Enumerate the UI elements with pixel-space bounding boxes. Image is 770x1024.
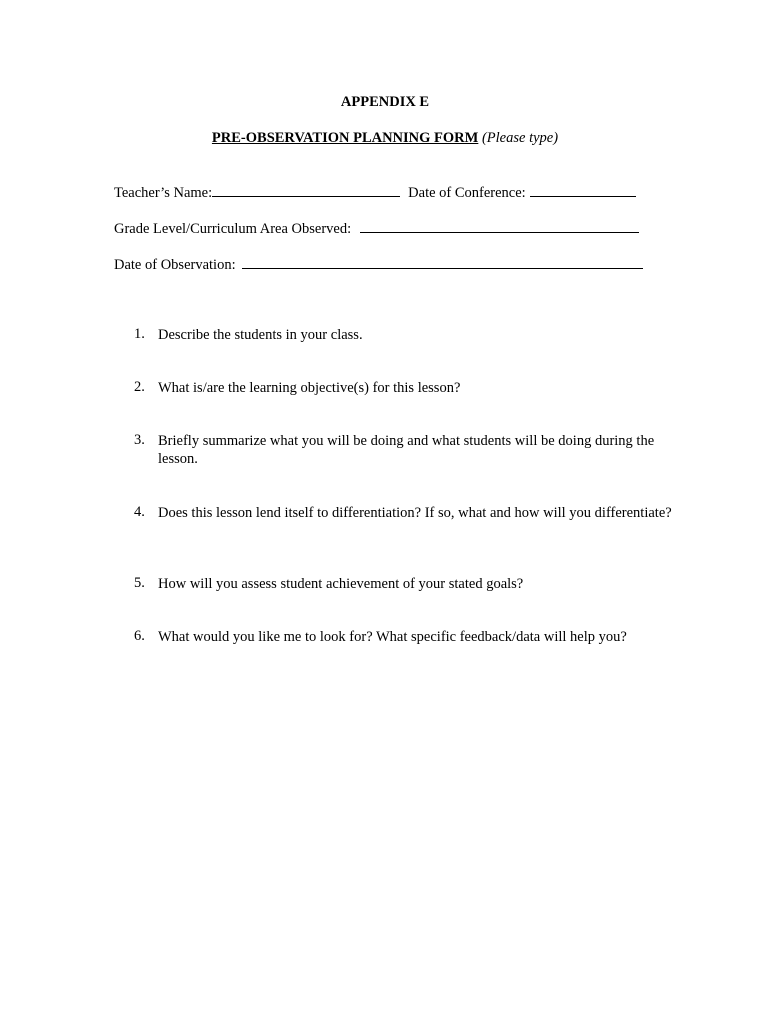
question-text: Briefly summarize what you will be doing and what students will be doing during the lesson. <box>158 433 655 467</box>
question-number: 4. <box>134 504 145 520</box>
question-item <box>134 379 674 397</box>
form-title-text: PRE-OBSERVATION PLANNING FORM <box>211 130 479 146</box>
teacher-name-label: Teacher’s Name: <box>114 185 213 201</box>
form-title <box>0 130 770 147</box>
observation-date-row <box>114 255 643 274</box>
form-note: (Please type) <box>481 130 559 146</box>
grade-level-field[interactable] <box>360 219 639 233</box>
question-number: 2. <box>134 379 145 395</box>
question-item <box>134 326 674 344</box>
question-number: 5. <box>134 575 145 591</box>
observation-date-label: Date of Observation: <box>114 257 236 273</box>
appendix-title: APPENDIX E <box>340 94 430 110</box>
conference-date-label: Date of Conference: <box>408 185 526 201</box>
question-number: 1. <box>134 326 145 342</box>
question-text: Does this lesson lend itself to differentiation? If so, what and how will you differentiate? <box>158 505 672 521</box>
question-item <box>134 432 674 468</box>
question-number: 6. <box>134 628 145 644</box>
conference-date-field[interactable] <box>530 183 636 197</box>
question-text: Describe the students in your class. <box>158 327 363 343</box>
teacher-conference-row <box>114 183 636 202</box>
question-text: What is/are the learning objective(s) for this lesson? <box>158 380 461 396</box>
grade-level-row <box>114 219 639 238</box>
question-item <box>134 628 674 646</box>
question-item <box>134 575 674 593</box>
question-number: 3. <box>134 432 145 448</box>
observation-date-field[interactable] <box>242 255 643 269</box>
question-item <box>134 504 674 522</box>
question-text: What would you like me to look for? What specific feedback/data will help you? <box>158 629 627 645</box>
grade-level-label: Grade Level/Curriculum Area Observed: <box>114 221 352 237</box>
question-text: How will you assess student achievement of your stated goals? <box>158 576 524 592</box>
teacher-name-field[interactable] <box>212 183 400 197</box>
